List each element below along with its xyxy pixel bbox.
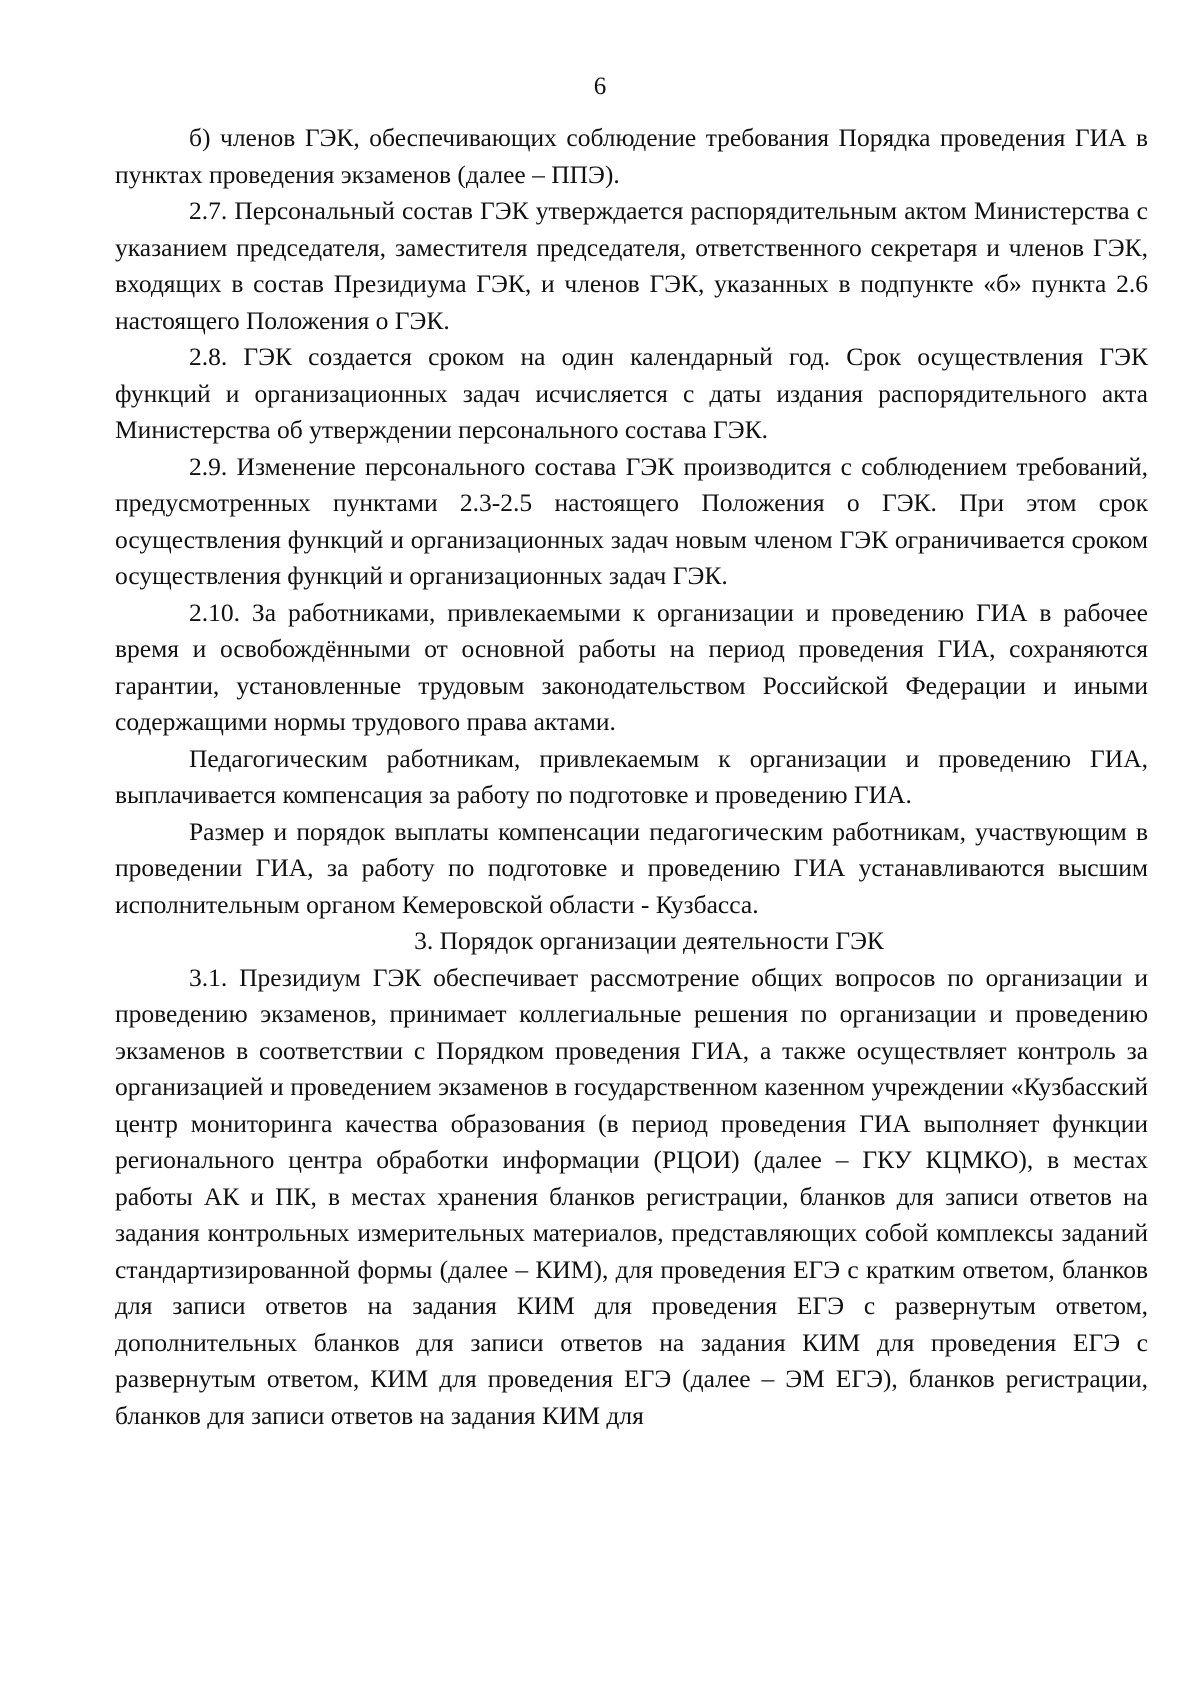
paragraph-2-6b: б) членов ГЭК, обеспечивающих соблюдение требования Порядка проведения ГИА в пунктах проведения экзаменов (далее – ППЭ). xyxy=(115,123,1148,189)
paragraph-compensation: Педагогическим работникам, привлекаемым к организации и проведению ГИА, выплачивается компенсация за работу по подготовке и проведению ГИА. xyxy=(115,743,1148,809)
paragraph-compensation-order: Размер и порядок выплаты компенсации педагогическим работникам, участвующим в проведении ГИА, за работу по подготовке и проведению ГИА устанавливаются высшим исполнительным органом Кемеровской области - Кузбасса. xyxy=(115,816,1148,919)
paragraph-2-10: 2.10. За работниками, привлекаемыми к организации и проведению ГИА в рабочее время и освобождёнными от основной работы на период проведения ГИА, сохраняются гарантии, установленные трудовым законодательством Российской Федерации и иными содержащими нормы трудового права актами. xyxy=(115,597,1148,736)
paragraph-3-1: 3.1. Президиум ГЭК обеспечивает рассмотрение общих вопросов по организации и проведению экзаменов, принимает коллегиальные решения по организации и проведению экзаменов в соответствии с Порядком проведения ГИА, а также осуществляет контроль за организацией и проведением экзаменов в государственном казенном учреждении «Кузбасский центр мониторинга качества образования (в период проведения ГИА выполняет функции регионального центра обработки информации (РЦОИ) (далее – ГКУ КЦМКО), в местах работы АК и ПК, в местах хранения бланков регистрации, бланков для записи ответов на задания контрольных измерительных материалов, представляющих собой комплексы заданий стандартизированной формы (далее – КИМ), для проведения ЕГЭ с кратким ответом, бланков для записи ответов на задания КИМ для проведения ЕГЭ с развернутым ответом, дополнительных бланков для записи ответов на задания КИМ для проведения ЕГЭ с развернутым ответом, КИМ для проведения ЕГЭ (далее – ЭМ ЕГЭ), бланков регистрации, бланков для записи ответов на задания КИМ для xyxy=(115,962,1148,1430)
page-number: 6 xyxy=(593,73,607,100)
paragraph-2-9: 2.9. Изменение персонального состава ГЭК производится с соблюдением требований, предусмотренных пунктами 2.3-2.5 настоящего Положения о ГЭК. При этом срок осуществления функций и организационных задач новым членом ГЭК ограничивается сроком осуществления функций и организационных задач ГЭК. xyxy=(115,451,1148,590)
paragraph-2-7: 2.7. Персональный состав ГЭК утверждается распорядительным актом Министерства с указанием председателя, заместителя председателя, ответственного секретаря и членов ГЭК, входящих в состав Президиума ГЭК, и членов ГЭК, указанных в подпункте «б» пункта 2.6 настоящего Положения о ГЭК. xyxy=(115,196,1148,335)
paragraph-2-8: 2.8. ГЭК создается сроком на один календарный год. Срок осуществления ГЭК функций и организационных задач исчисляется с даты издания распорядительного акта Министерства об утверждении персонального состава ГЭК. xyxy=(115,342,1148,444)
section-heading: 3. Порядок организации деятельности ГЭК xyxy=(414,926,884,955)
document-body xyxy=(115,120,1148,1434)
